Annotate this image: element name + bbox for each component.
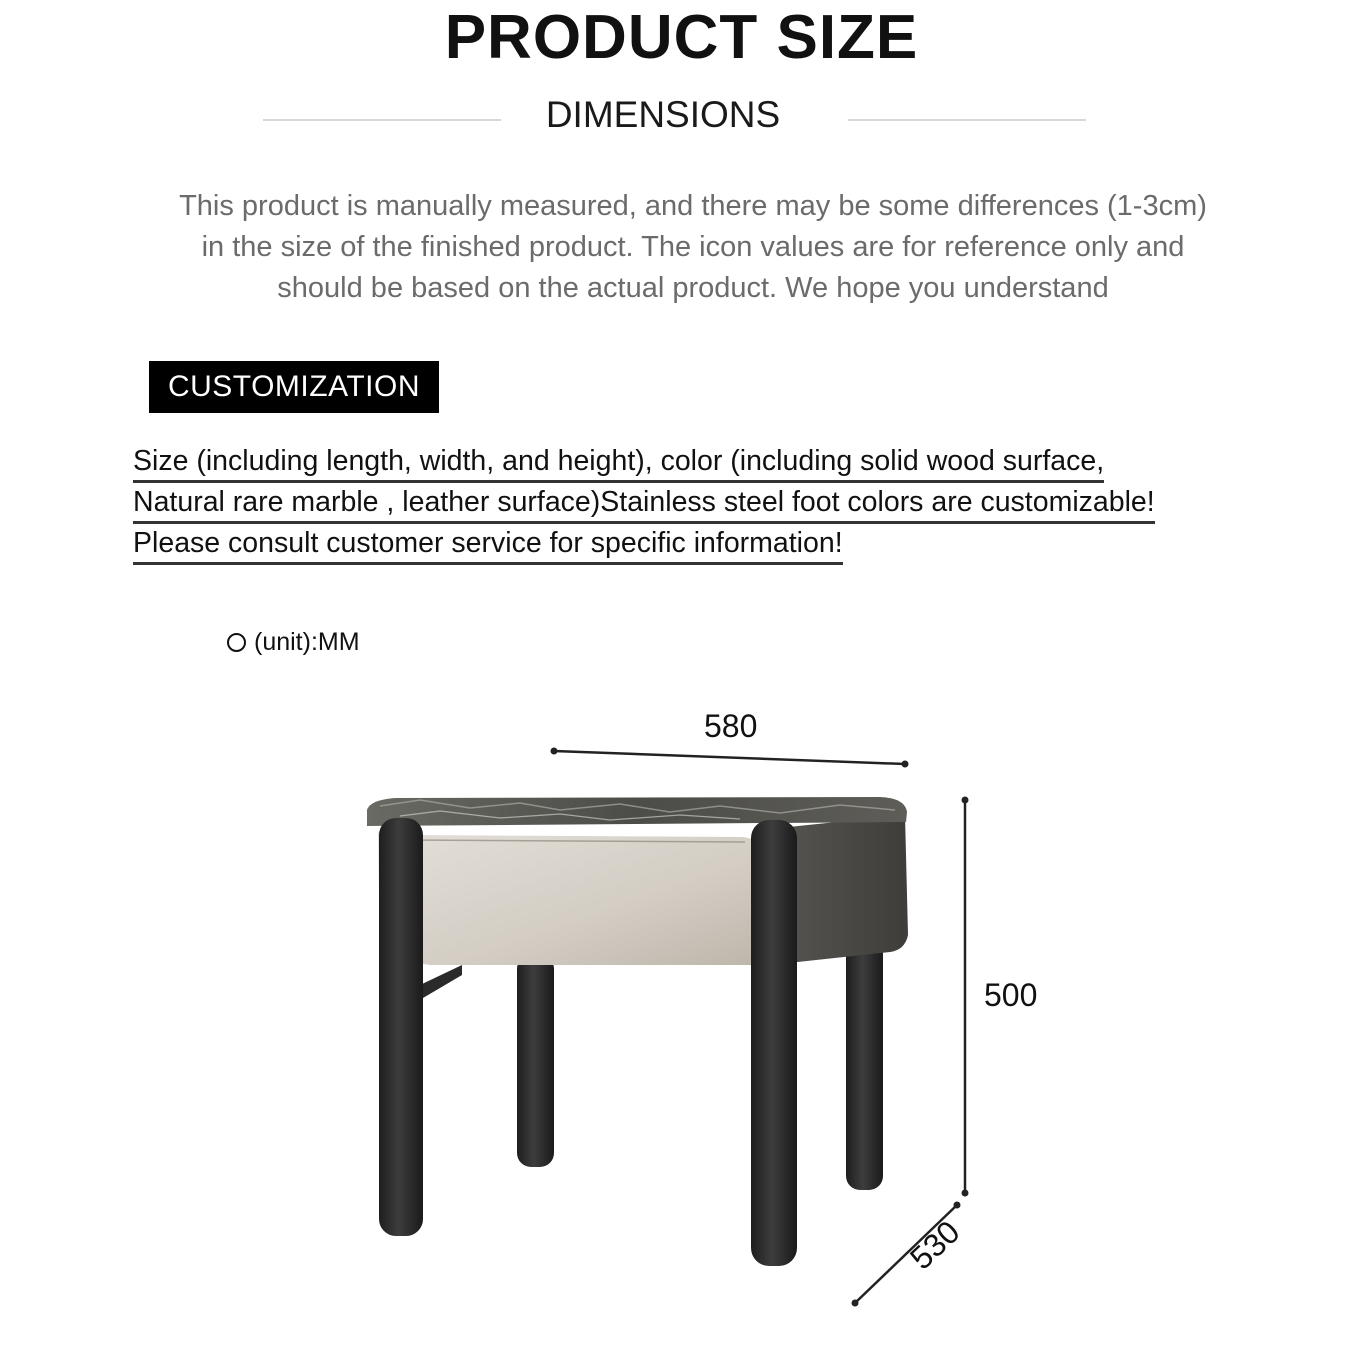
height-label: 500 <box>984 977 1038 1013</box>
unit-label: (unit):MM <box>254 627 360 656</box>
customization-badge: CUSTOMIZATION <box>149 361 439 413</box>
page-title: PRODUCT SIZE <box>444 3 919 72</box>
side-table-illustration <box>367 797 908 1266</box>
front-left-leg <box>379 818 423 1236</box>
back-right-leg <box>846 940 883 1190</box>
disclaimer-line: should be based on the actual product. We hope you understand <box>277 272 1109 304</box>
width-dimension-line <box>551 748 909 768</box>
leather-drawer <box>378 832 760 965</box>
depth-label: 530 <box>903 1213 967 1277</box>
customization-line: Natural rare marble , leather surface)Stainless steel foot colors are customizable! <box>133 485 1155 524</box>
front-right-leg <box>751 820 797 1266</box>
leg-brace <box>420 965 462 998</box>
width-label: 580 <box>704 708 758 744</box>
customization-line: Size (including length, width, and height), color (including solid wood surface, <box>133 444 1104 483</box>
disclaimer-line: in the size of the finished product. The icon values are for reference only and <box>201 231 1185 263</box>
back-left-leg <box>517 955 554 1167</box>
customization-line: Please consult customer service for specific information! <box>133 526 843 565</box>
height-dimension-line <box>962 797 969 1197</box>
disclaimer-line: This product is manually measured, and there may be some differences (1-3cm) <box>179 190 1207 222</box>
subtitle: DIMENSIONS <box>545 94 781 135</box>
